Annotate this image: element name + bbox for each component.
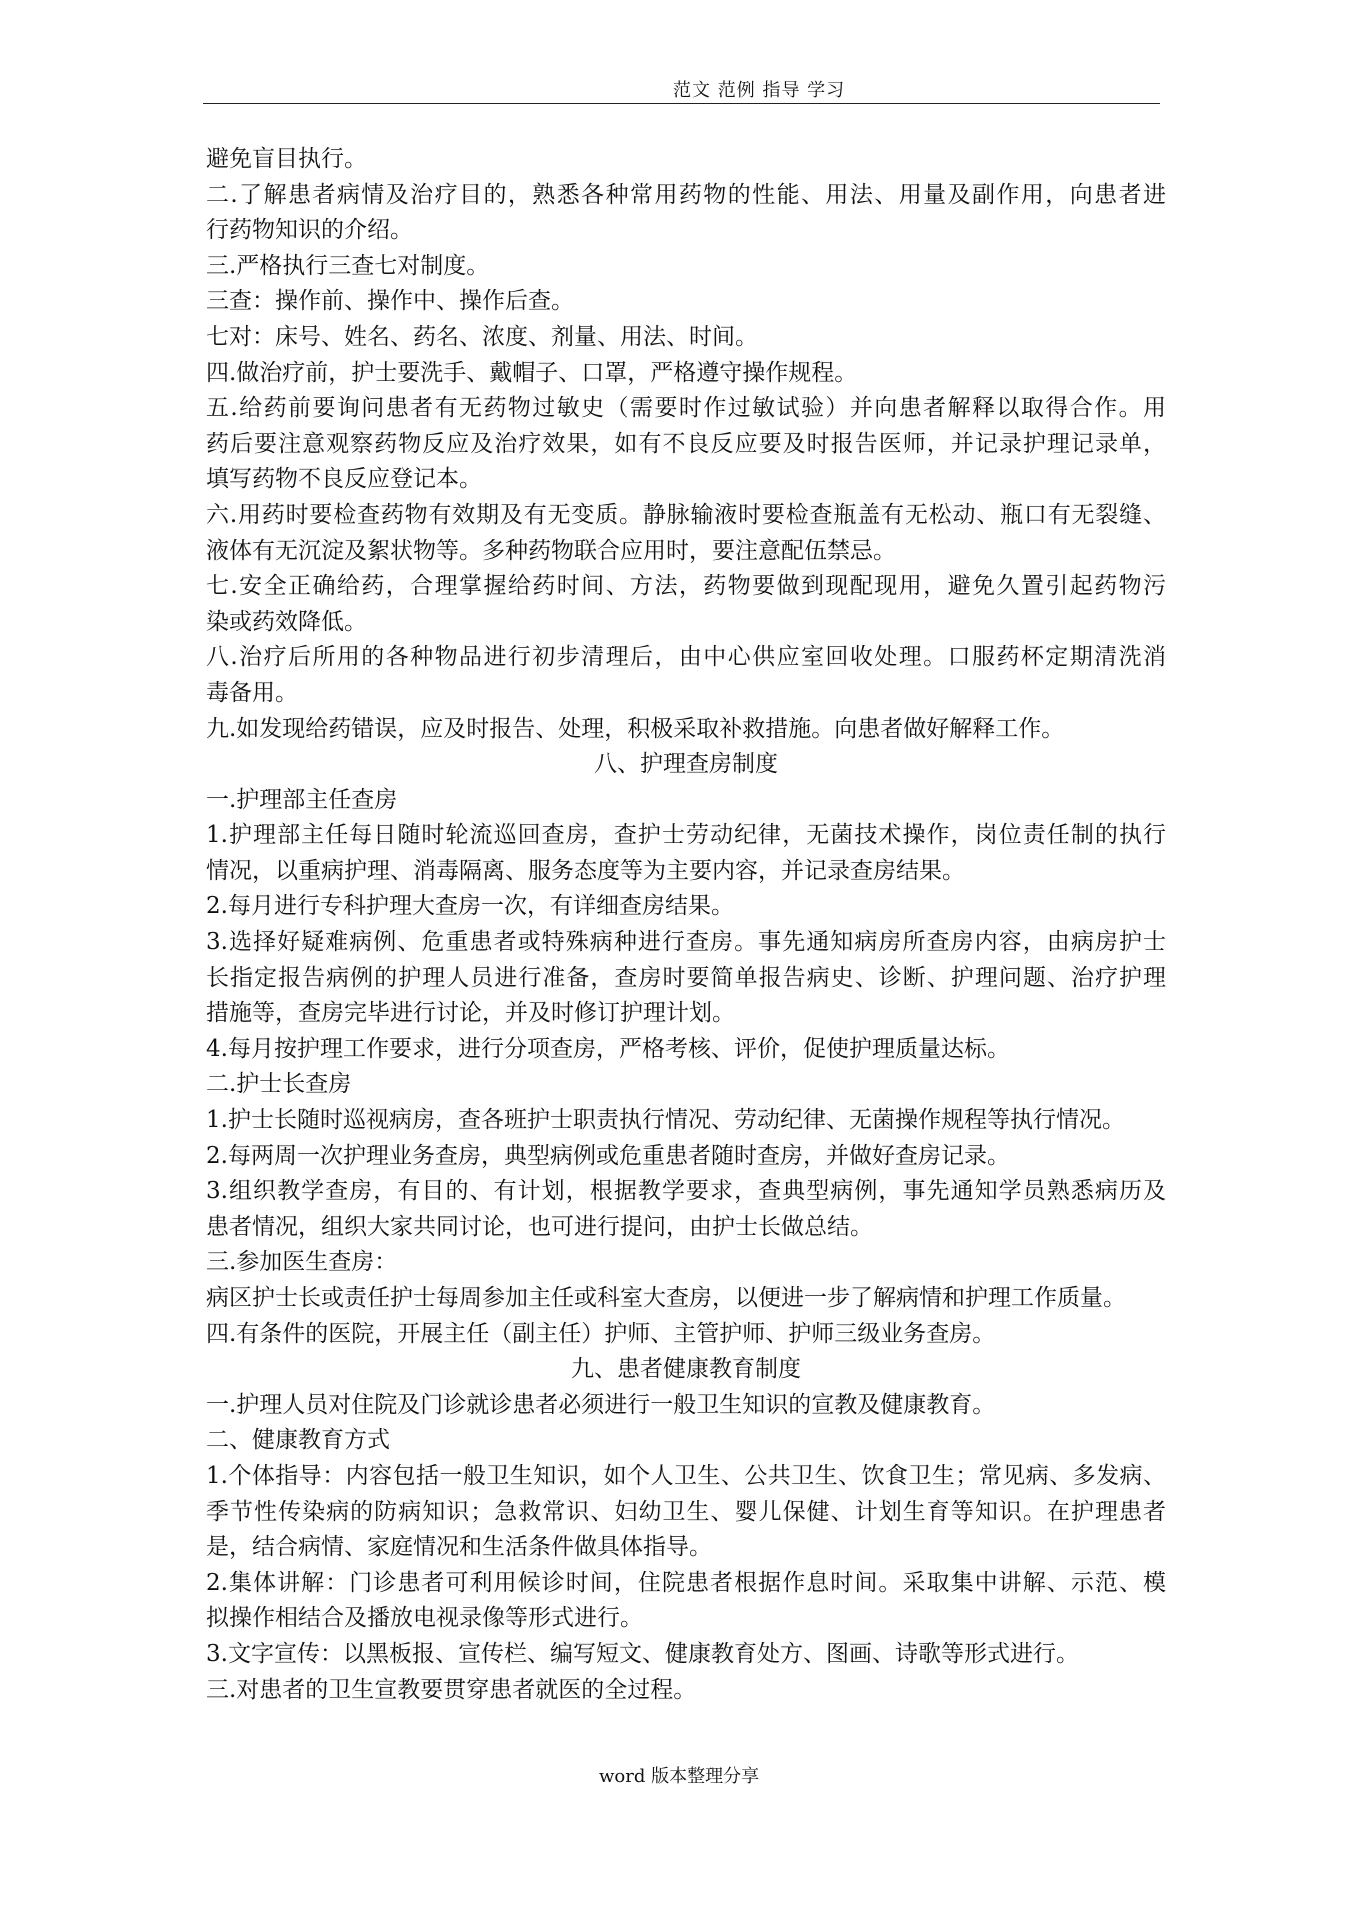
text-line: 措施等，查房完毕进行讨论，并及时修订护理计划。 — [206, 1000, 735, 1027]
paragraph — [206, 818, 1166, 889]
text-line: 三.对患者的卫生宣教要贯穿患者就医的全过程。 — [206, 1676, 697, 1703]
text-line: 病区护士长或责任护士每周参加主任或科室大查房，以便进一步了解病情和护理工作质量。 — [206, 1285, 1126, 1311]
text-line: 四.有条件的医院，开展主任（副主任）护师、主管护师、护师三级业务查房。 — [206, 1320, 996, 1347]
text-line: 季节性传染病的防病知识；急救常识、妇幼卫生、婴儿保健、计划生育等知识。在护理患者 — [206, 1498, 1166, 1525]
text-line: 1.个体指导：内容包括一般卫生知识，如个人卫生、公共卫生、饮食卫生；常见病、多发病、 — [206, 1462, 1166, 1489]
paragraph — [206, 1388, 1166, 1424]
text-line: 3.组织教学查房，有目的、有计划，根据教学要求，查典型病例，事先通知学员熟悉病历及 — [206, 1178, 1166, 1205]
text-line: 九.如发现给药错误，应及时报告、处理，积极采取补救措施。向患者做好解释工作。 — [206, 715, 1065, 742]
text-line: 液体有无沉淀及絮状物等。多种药物联合应用时，要注意配伍禁忌。 — [206, 537, 896, 564]
text-line: 2.每两周一次护理业务查房，典型病例或危重患者随时查房，并做好查房记录。 — [206, 1142, 1010, 1169]
header-divider — [203, 103, 1160, 104]
text-line: 是，结合病情、家庭情况和生活条件做具体指导。 — [206, 1534, 712, 1561]
paragraph — [206, 498, 1166, 569]
text-line: 2.每月进行专科护理大查房一次，有详细查房结果。 — [206, 893, 734, 920]
paragraph — [206, 1174, 1166, 1245]
paragraph — [206, 356, 1166, 392]
paragraph — [206, 1459, 1166, 1566]
section-heading: 八、护理查房制度 — [594, 751, 778, 778]
text-line: 二、健康教育方式 — [206, 1427, 390, 1454]
paragraph — [206, 640, 1166, 711]
paragraph — [206, 391, 1166, 498]
paragraph — [206, 142, 1166, 178]
paragraph — [206, 1067, 1166, 1103]
paragraph — [206, 1673, 1166, 1709]
text-line: 染或药效降低。 — [206, 608, 367, 635]
text-line: 填写药物不良反应登记本。 — [206, 466, 482, 493]
text-line: 三查：操作前、操作中、操作后查。 — [206, 288, 574, 315]
paragraph — [206, 1566, 1166, 1637]
paragraph — [206, 783, 1166, 819]
text-line: 七对：床号、姓名、药名、浓度、剂量、用法、时间。 — [206, 323, 758, 350]
text-line: 拟操作相结合及播放电视录像等形式进行。 — [206, 1605, 643, 1632]
text-line: 药后要注意观察药物反应及治疗效果，如有不良反应要及时报告医师，并记录护理记录单， — [206, 430, 1166, 457]
paragraph — [206, 249, 1166, 285]
text-line: 三.参加医生查房： — [206, 1249, 398, 1276]
paragraph — [206, 1423, 1166, 1459]
text-line: 五.给药前要询问患者有无药物过敏史（需要时作过敏试验）并向患者解释以取得合作。用 — [206, 395, 1166, 422]
text-line: 一.护理人员对住院及门诊就诊患者必须进行一般卫生知识的宣教及健康教育。 — [206, 1391, 996, 1418]
text-line: 长指定报告病例的护理人员进行准备，查房时要简单报告病史、诊断、护理问题、治疗护理 — [206, 964, 1166, 991]
paragraph — [206, 178, 1166, 249]
document-body — [206, 142, 1166, 1708]
paragraph — [206, 1103, 1166, 1139]
text-line: 行药物知识的介绍。 — [206, 217, 413, 244]
text-line: 患者情况，组织大家共同讨论，也可进行提问，由护士长做总结。 — [206, 1213, 873, 1240]
paragraph — [206, 1637, 1166, 1673]
text-line: 3.文字宣传：以黑板报、宣传栏、编写短文、健康教育处方、图画、诗歌等形式进行。 — [206, 1640, 1079, 1667]
text-line: 一.护理部主任查房 — [206, 786, 398, 813]
paragraph — [206, 1317, 1166, 1353]
paragraph — [206, 1245, 1166, 1281]
paragraph — [206, 925, 1166, 1032]
text-line: 三.严格执行三查七对制度。 — [206, 252, 490, 279]
text-line: 二.护士长查房 — [206, 1071, 352, 1098]
paragraph — [206, 320, 1166, 356]
paragraph — [206, 1032, 1166, 1068]
text-line: 1.护士长随时巡视病房，查各班护士职责执行情况、劳动纪律、无菌操作规程等执行情况。 — [206, 1107, 1125, 1134]
text-line: 六.用药时要检查药物有效期及有无变质。静脉输液时要检查瓶盖有无松动、瓶口有无裂缝、 — [206, 501, 1166, 528]
page-header: 范文 范例 指导 学习 — [673, 80, 846, 101]
text-line: 毒备用。 — [206, 679, 298, 706]
paragraph — [206, 1139, 1166, 1175]
paragraph — [206, 889, 1166, 925]
text-line: 四.做治疗前，护士要洗手、戴帽子、口罩，严格遵守操作规程。 — [206, 359, 858, 386]
text-line: 4.每月按护理工作要求，进行分项查房，严格考核、评价，促使护理质量达标。 — [206, 1035, 1010, 1062]
text-line: 避免盲目执行。 — [206, 146, 367, 172]
paragraph — [206, 712, 1166, 748]
paragraph — [206, 569, 1166, 640]
text-line: 3.选择好疑难病例、危重患者或特殊病种进行查房。事先通知病房所查房内容，由病房护士 — [206, 929, 1166, 956]
text-line: 情况，以重病护理、消毒隔离、服务态度等为主要内容，并记录查房结果。 — [206, 857, 965, 884]
section-heading: 九、患者健康教育制度 — [571, 1356, 801, 1383]
paragraph — [206, 1281, 1166, 1317]
text-line: 八.治疗后所用的各种物品进行初步清理后，由中心供应室回收处理。口服药杯定期清洗消 — [206, 644, 1166, 671]
text-line: 1.护理部主任每日随时轮流巡回查房，查护士劳动纪律，无菌技术操作，岗位责任制的执行 — [206, 822, 1166, 849]
page-footer: word 版本整理分享 — [599, 1766, 760, 1787]
text-line: 七.安全正确给药，合理掌握给药时间、方法，药物要做到现配现用，避免久置引起药物污 — [206, 573, 1166, 600]
text-line: 2.集体讲解：门诊患者可利用候诊时间，住院患者根据作息时间。采取集中讲解、示范、模 — [206, 1569, 1166, 1596]
paragraph — [206, 284, 1166, 320]
text-line: 二.了解患者病情及治疗目的，熟悉各种常用药物的性能、用法、用量及副作用，向患者进 — [206, 181, 1166, 208]
